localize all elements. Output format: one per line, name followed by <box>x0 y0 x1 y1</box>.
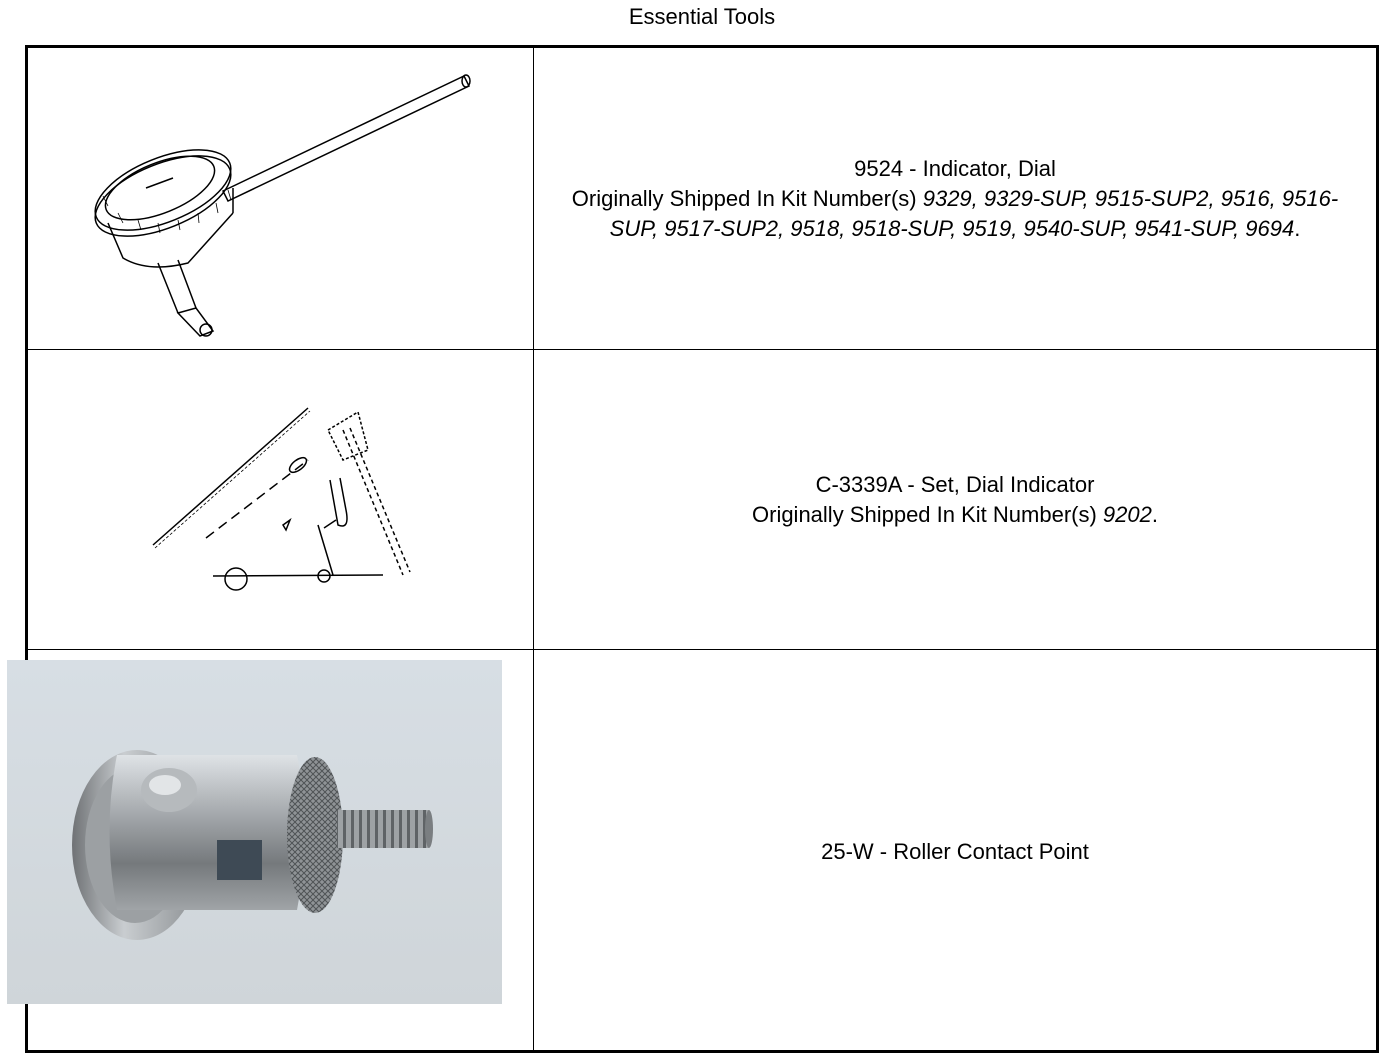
kit-label: Originally Shipped In Kit Number(s) <box>571 185 923 211</box>
kit-label: Originally Shipped In Kit Number(s) <box>752 501 1103 527</box>
kit-numbers: 9202 <box>1102 501 1152 527</box>
tool-image-cell <box>28 48 534 349</box>
tool-description-cell <box>534 350 1376 649</box>
page-title: Essential Tools <box>628 4 776 29</box>
kit-suffix: . <box>1294 215 1301 241</box>
table-row <box>28 350 1376 650</box>
tool-name: C-3339A - Set, Dial Indicator <box>815 471 1095 497</box>
tool-description-cell <box>534 48 1376 349</box>
kit-suffix: . <box>1151 501 1158 527</box>
table-row <box>28 48 1376 350</box>
kit-numbers: 9329, 9329-SUP, 9515-SUP2, 9516, 9516-SUP, 9517-SUP2, 9518, 9518-SUP, 9519, 9540-SUP, 9541-SUP, 9694 <box>609 185 1339 241</box>
tool-description-cell <box>534 650 1376 1053</box>
tool-image-cell <box>28 350 534 649</box>
tool-name: 25-W - Roller Contact Point <box>821 838 1089 864</box>
dial-indicator-set-drawing <box>28 350 534 650</box>
roller-contact-point-photo <box>7 660 502 1004</box>
tool-description <box>821 837 1089 867</box>
tool-name: 9524 - Indicator, Dial <box>854 155 1056 181</box>
tool-description <box>552 154 1358 244</box>
tool-description <box>752 470 1158 530</box>
dial-indicator-drawing <box>28 48 534 350</box>
